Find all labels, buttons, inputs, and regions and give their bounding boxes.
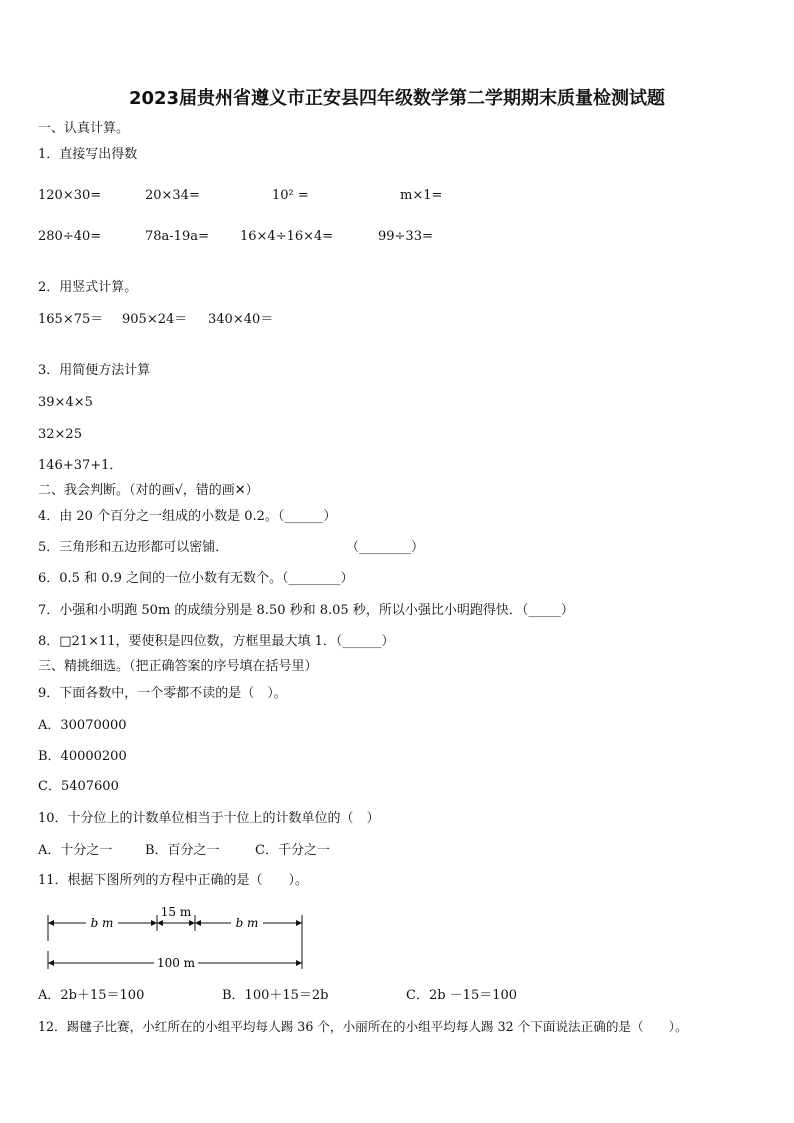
q2-item: 905×24＝ <box>122 312 188 327</box>
q1-item: 10² = <box>272 188 309 203</box>
diagram-label-b1: b m <box>90 916 114 930</box>
q9-stem: 9．下面各数中，一个零都不读的是（ ）。 <box>38 686 287 701</box>
q1-item: 78a-19a= <box>145 229 209 244</box>
q11-option: B．100＋15＝2b <box>222 988 329 1003</box>
q1-item: 20×34= <box>145 188 200 203</box>
q4: 4．由 20 个百分之一组成的小数是 0.2。（______） <box>38 509 337 524</box>
q10-option: B．百分之一 <box>145 843 220 858</box>
q2-item: 340×40＝ <box>208 312 274 327</box>
q5: 5．三角形和五边形都可以密铺． <box>38 540 229 555</box>
section2-heading: 二、我会判断。（对的画√，错的画✕） <box>38 483 259 498</box>
q3-label: 3．用简便方法计算 <box>38 363 151 378</box>
q9-option: B．40000200 <box>38 749 127 764</box>
q10-stem: 10．十分位上的计数单位相当于十位上的计数单位的（ ） <box>38 811 380 826</box>
q6: 6．0.5 和 0.9 之间的一位小数有无数个。（________） <box>38 571 354 586</box>
section3-heading: 三、精挑细选。（把正确答案的序号填在括号里） <box>38 659 318 674</box>
q3-item: 39×4×5 <box>38 395 93 410</box>
q1-item: 120×30= <box>38 188 102 203</box>
page-title: 2023届贵州省遵义市正安县四年级数学第二学期期末质量检测试题 <box>128 88 666 109</box>
q5-blank: （________） <box>346 540 425 555</box>
q12-stem: 12．踢毽子比赛，小红所在的小组平均每人踢 36 个，小丽所在的小组平均每人踢 32 个下面说法正确的是（ ）。 <box>38 1019 688 1034</box>
diagram-label-b2: b m <box>235 916 259 930</box>
section1-heading: 一、认真计算。 <box>38 121 130 136</box>
q9-option: C．5407600 <box>38 779 119 794</box>
q11-option: C．2b －15＝100 <box>406 988 518 1003</box>
q8: 8．□21×11，要使积是四位数，方框里最大填 1．（______） <box>38 634 395 649</box>
q2-label: 2．用竖式计算。 <box>38 280 138 295</box>
q3-item: 146+37+1． <box>38 458 123 473</box>
q2-item: 165×75＝ <box>38 312 104 327</box>
q11-stem: 11．根据下图所列的方程中正确的是（ ）。 <box>38 873 309 888</box>
diagram-label-15: 15 m <box>160 905 192 919</box>
q1-item: 280÷40= <box>38 229 102 244</box>
q1-item: m×1= <box>400 188 443 203</box>
q3-item: 32×25 <box>38 427 82 442</box>
q10-option: C．千分之一 <box>255 843 330 858</box>
diagram-label-total: 100 m <box>156 956 196 970</box>
q9-option: A．30070000 <box>38 718 127 733</box>
segment-diagram <box>40 903 310 975</box>
q7: 7．小强和小明跑 50m 的成绩分别是 8.50 秒和 8.05 秒，所以小强比小明跑得快．（_____） <box>38 603 574 618</box>
q11-option: A．2b＋15＝100 <box>38 988 145 1003</box>
q10-option: A．十分之一 <box>38 843 113 858</box>
q1-item: 99÷33= <box>378 229 433 244</box>
q1-item: 16×4÷16×4= <box>240 229 334 244</box>
q1-label: 1．直接写出得数 <box>38 147 138 162</box>
